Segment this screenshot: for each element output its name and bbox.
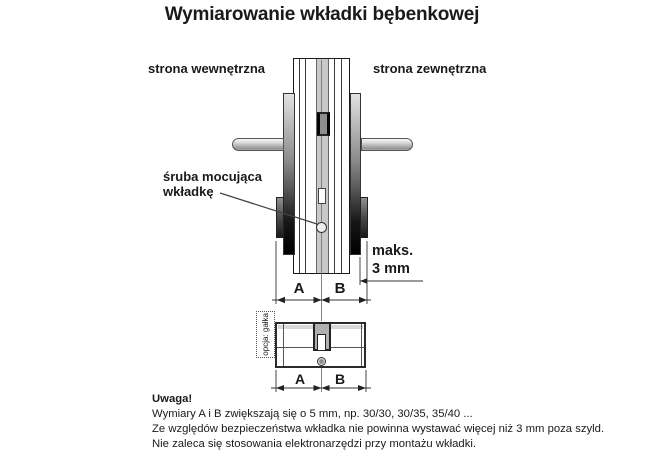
dimension-lower	[271, 385, 371, 391]
cylinder-end-inner	[276, 197, 284, 238]
escutcheon-inner	[283, 93, 295, 255]
cylinder-screw-hole	[317, 357, 326, 366]
max-protrusion-line1: maks.	[372, 243, 414, 259]
fixing-screw	[316, 222, 327, 233]
note-line: Ze względów bezpieczeństwa wkładka nie powinna wystawać więcej niż 3 mm poza szyld.	[152, 423, 605, 435]
keyway-slot	[318, 188, 326, 204]
door-layer-line	[341, 59, 342, 273]
dim-a-lower: A	[294, 371, 306, 387]
door-handle-inner	[232, 138, 284, 151]
max-protrusion-label	[372, 242, 413, 278]
door-layer-line	[334, 59, 335, 273]
notes-heading: Uwaga!	[152, 393, 193, 405]
cam-opening	[317, 112, 330, 136]
cylinder-end-cap-right	[361, 324, 362, 366]
knob-option-label: opcja: gałka	[261, 313, 270, 356]
dimension-upper	[272, 297, 371, 303]
notes-block	[152, 392, 604, 450]
dim-a-upper: A	[293, 280, 305, 297]
cylinder-end-outer	[360, 197, 368, 238]
inner-side-label: strona wewnętrzna	[148, 61, 266, 76]
door-layer-line	[305, 59, 306, 273]
note-line: Nie zaleca się stosowania elektronarzędzi przy montażu wkładki.	[152, 438, 476, 450]
screw-callout-line1: śruba mocująca	[163, 169, 262, 184]
max-protrusion-line2: 3 mm	[372, 261, 410, 277]
door-handle-outer	[361, 138, 413, 151]
max-protrusion-arrow	[360, 278, 423, 284]
cylinder-end-cap-left	[283, 324, 284, 366]
cylinder-channel	[316, 59, 329, 273]
outer-side-label: strona zewnętrzna	[373, 61, 487, 76]
note-line: Wymiary A i B zwiększają się o 5 mm, np. 30/30, 30/35, 35/40 ...	[152, 408, 473, 420]
dim-b-lower: B	[334, 371, 346, 387]
screw-callout-label	[163, 169, 262, 199]
door-layer-line	[299, 59, 300, 273]
dim-b-upper: B	[334, 280, 346, 297]
knob-option-box	[256, 311, 275, 358]
screw-callout-line2: wkładkę	[163, 184, 214, 199]
page-title: Wymiarowanie wkładki bębenkowej	[164, 4, 480, 25]
cylinder-cam-slot	[317, 334, 326, 351]
